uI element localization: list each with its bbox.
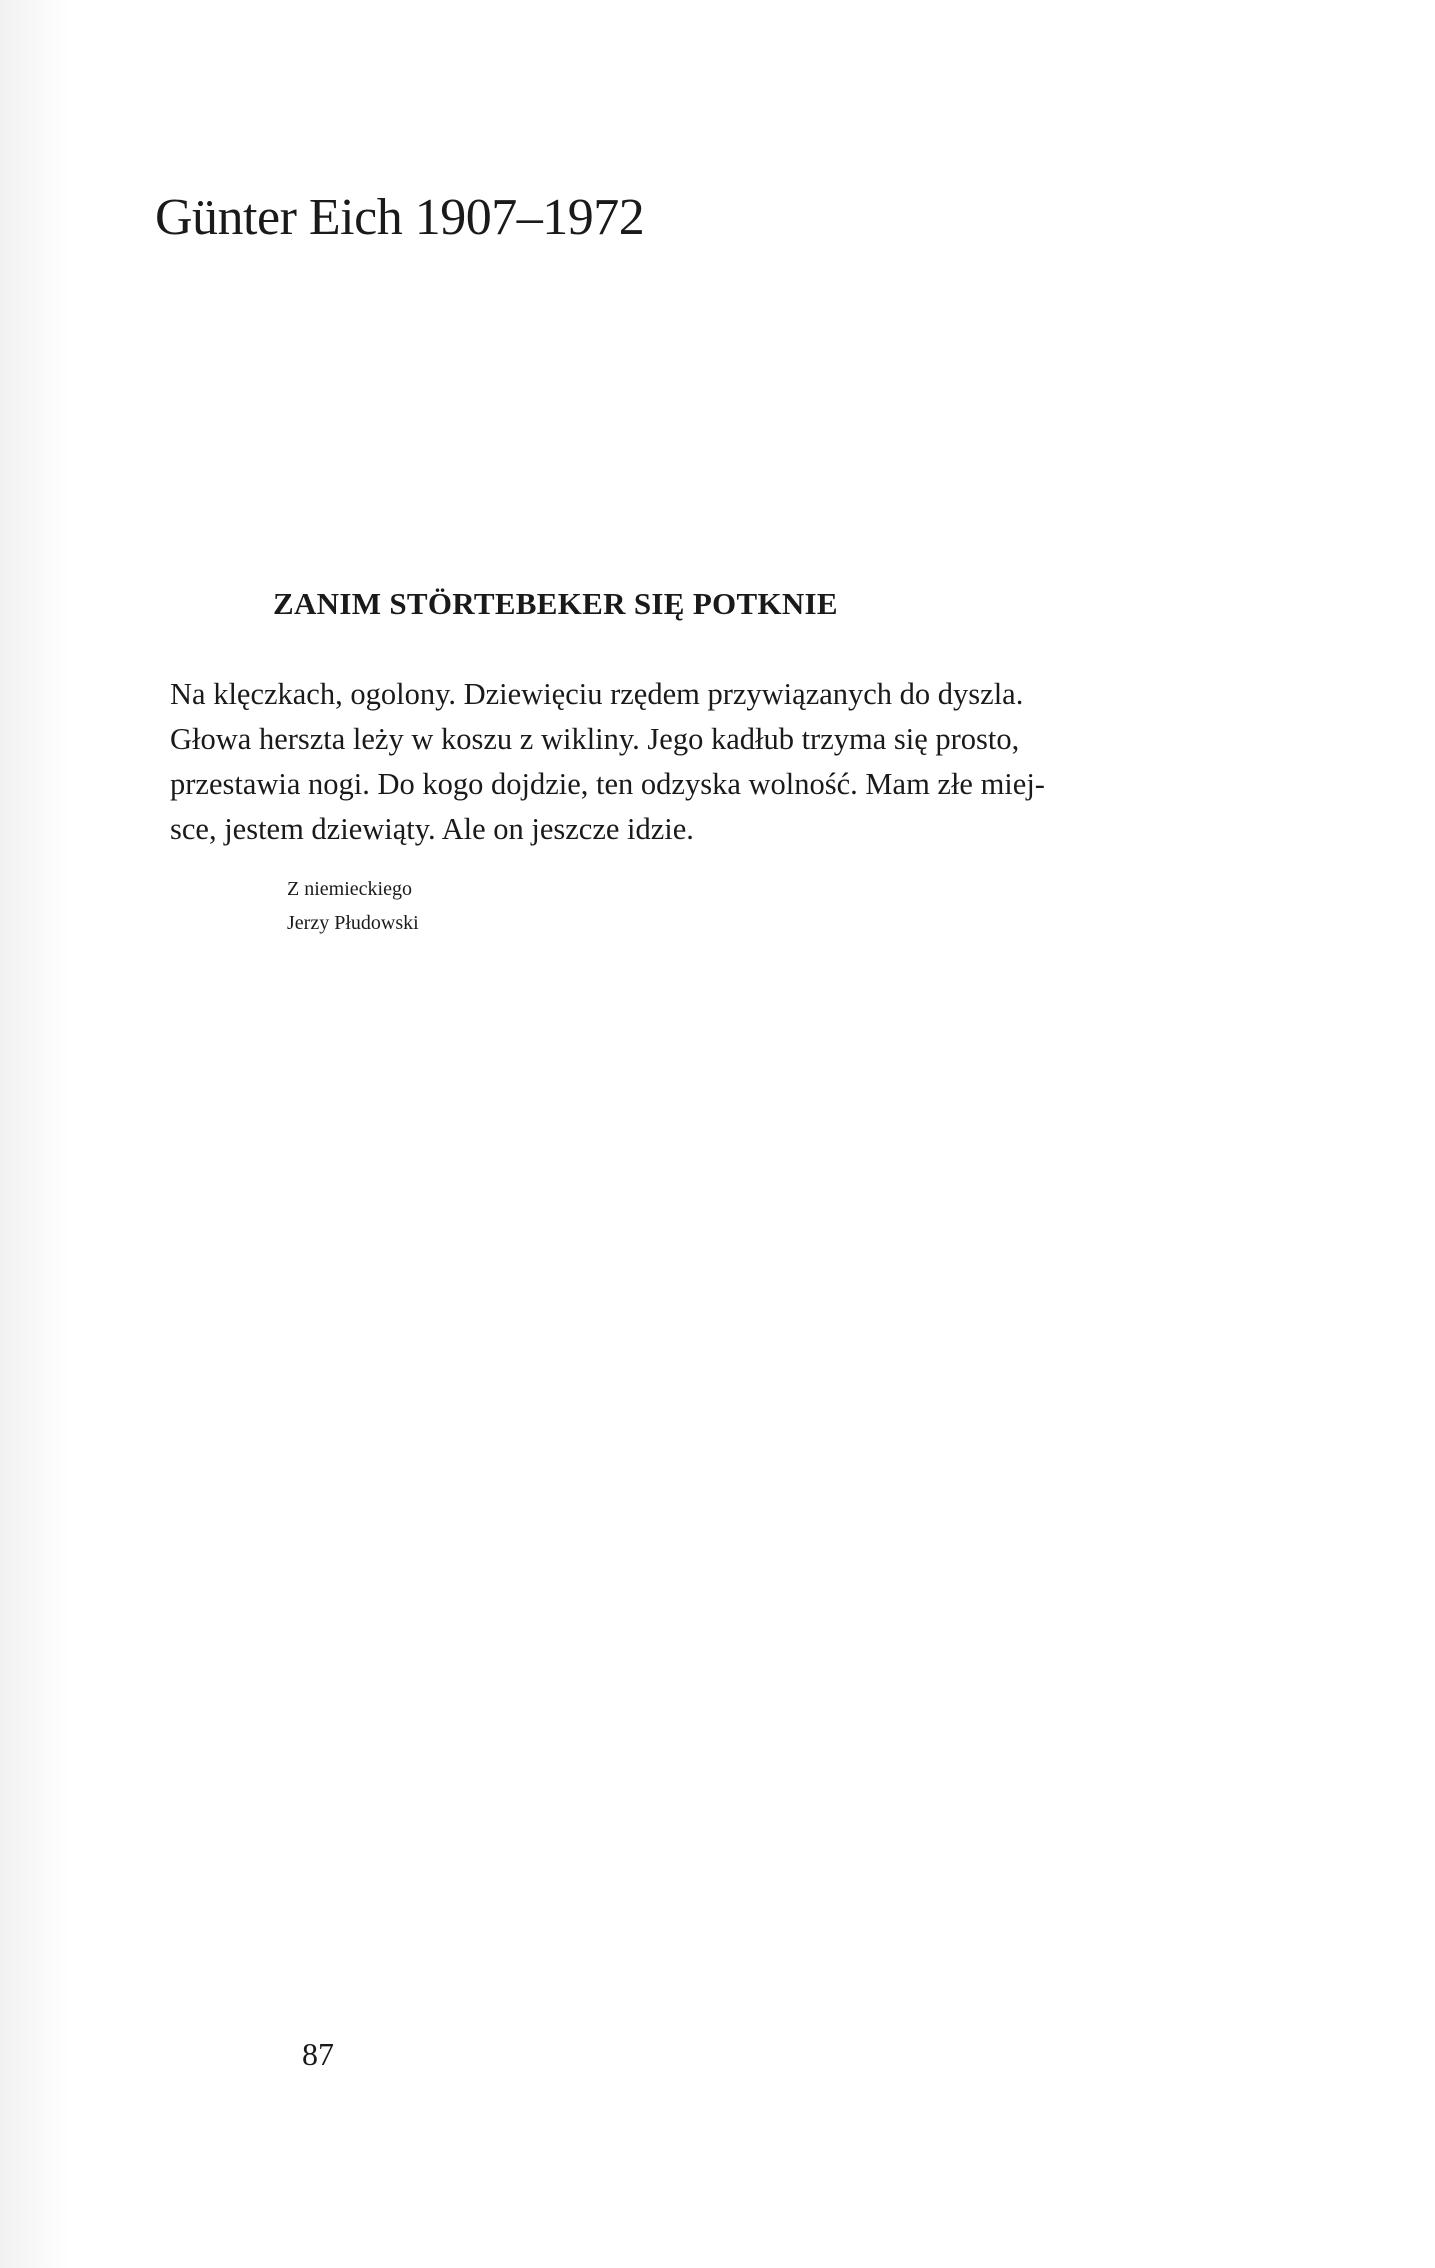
poem-line: Głowa herszta leży w koszu z wikliny. Jego kadłub trzyma się prosto,	[170, 722, 1020, 756]
author-heading: Günter Eich 1907–1972	[155, 189, 645, 246]
translation-credit	[287, 872, 419, 940]
poem-title: ZANIM STÖRTEBEKER SIĘ POTKNIE	[273, 586, 838, 621]
translator-name: Jerzy Płudowski	[287, 912, 419, 934]
poem-line: sce, jestem dziewiąty. Ale on jeszcze idzie.	[170, 812, 694, 846]
poem-line: Na klęczkach, ogolony. Dziewięciu rzędem przywiązanych do dyszla.	[170, 677, 1024, 711]
page-gutter-shadow	[0, 0, 70, 2268]
poem-body	[170, 672, 1190, 852]
source-language-note: Z niemieckiego	[287, 878, 412, 900]
page-number: 87	[302, 2036, 334, 2072]
poem-line: przestawia nogi. Do kogo dojdzie, ten odzyska wolność. Mam złe miej-	[170, 767, 1045, 801]
